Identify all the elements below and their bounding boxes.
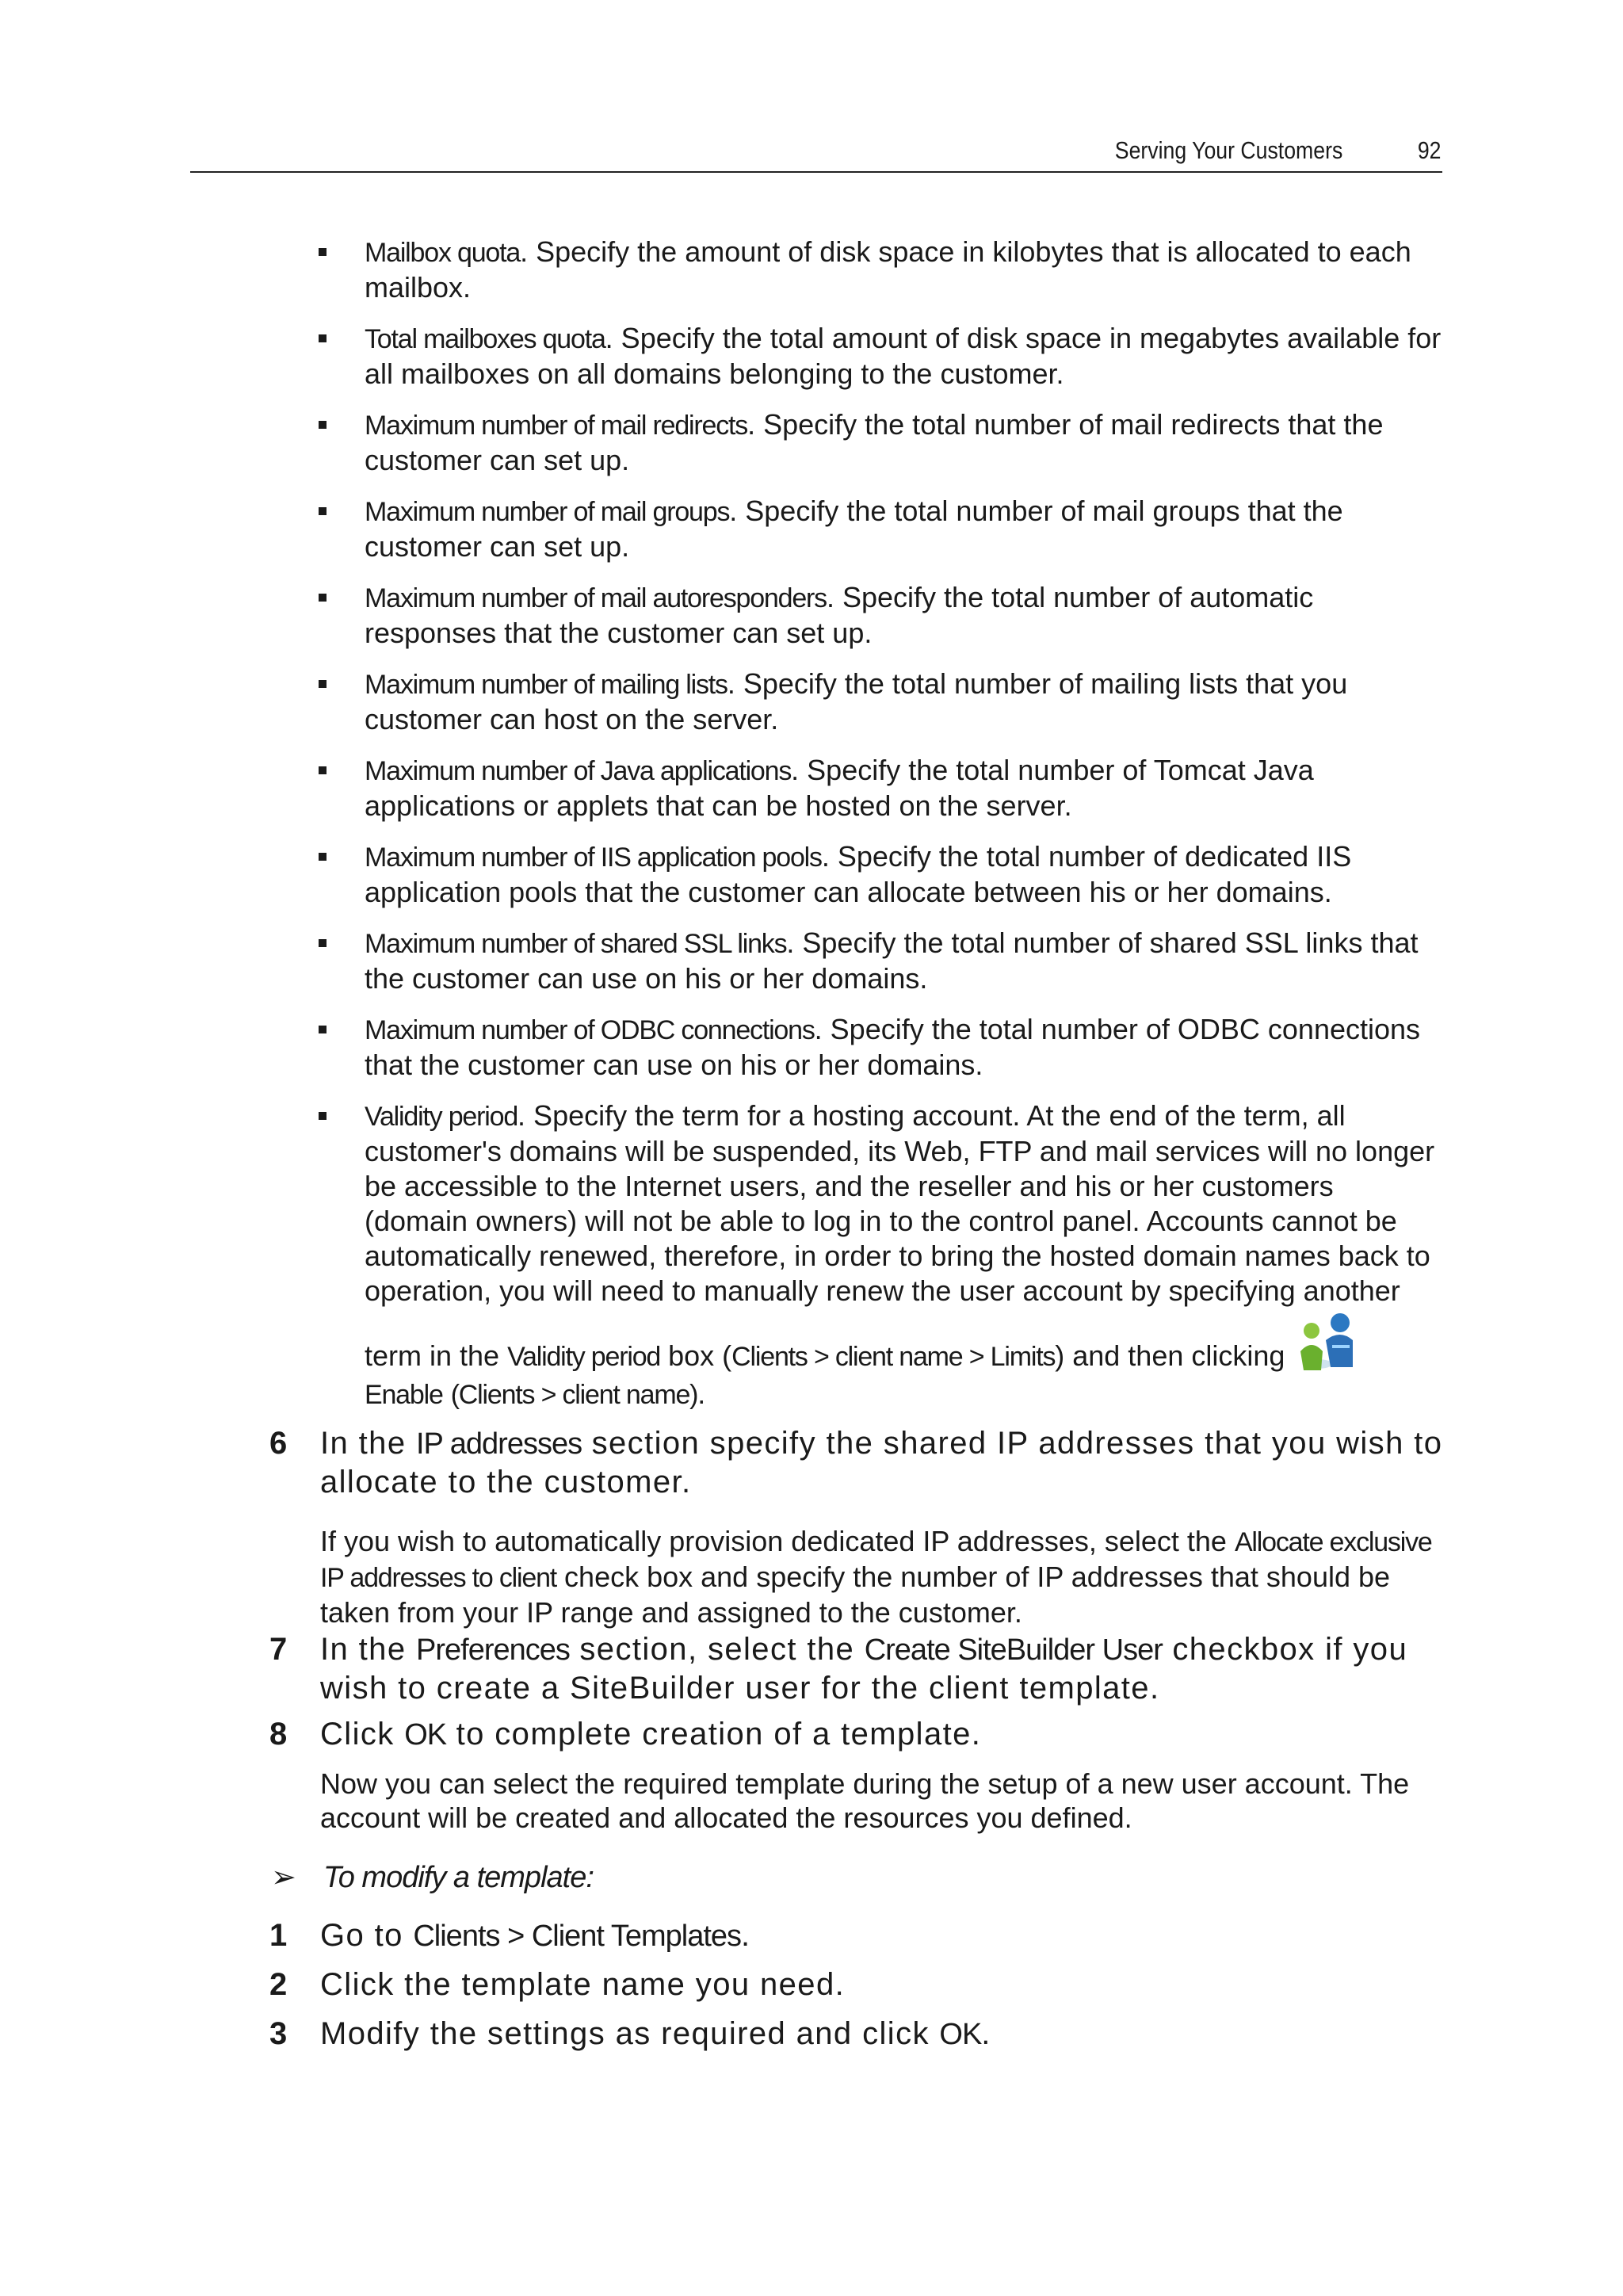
text-run: Go to — [320, 1918, 414, 1953]
text-run: . — [981, 2016, 991, 2051]
step-6 — [269, 1424, 1458, 1501]
item-text: . Specify the total number of mail redirects that the customer can set up. — [365, 408, 1384, 476]
text-run: If you wish to automatically provision dedicated IP addresses, select the — [320, 1525, 1235, 1557]
item-text: . — [697, 1377, 706, 1410]
step-number: 2 — [269, 1967, 288, 2002]
page-number: 92 — [1417, 136, 1441, 164]
text-run: checkbox if you wish to create a SiteBuilder user for the client template. — [320, 1632, 1408, 1706]
term: Maximum number of mail autoresponders — [365, 583, 827, 613]
term: Maximum number of shared SSL links — [365, 929, 787, 959]
running-head: Serving Your Customers — [1114, 136, 1342, 164]
term: Validity period — [365, 1102, 518, 1132]
term: Maximum number of mailing lists — [365, 670, 727, 700]
item-text: . Specify the total number of shared SSL links that the customer can use on his or her domains. — [365, 926, 1419, 995]
term: Total mailboxes quota — [365, 324, 605, 354]
text-run: check box and specify the number of IP addresses that should be taken from your IP range and assigned to the customer. — [320, 1561, 1391, 1629]
term: OK — [939, 2018, 982, 2051]
text-run: to complete creation of a template. — [446, 1717, 982, 1752]
list-item — [317, 926, 1442, 996]
term: Maximum number of mail redirects — [365, 411, 748, 441]
item-text: . Specify the total number of automatic responses that the customer can set up. — [365, 581, 1314, 649]
text-run: Click — [320, 1717, 405, 1752]
step-number: 1 — [269, 1918, 288, 1953]
term: Maximum number of Java applications — [365, 756, 792, 786]
term: OK — [404, 1718, 447, 1752]
list-item — [317, 235, 1442, 305]
list-item — [317, 494, 1442, 564]
item-text: . Specify the amount of disk space in kilobytes that is allocated to each mailbox. — [365, 235, 1411, 304]
term: Mailbox quota — [365, 238, 521, 268]
term: IP addresses — [416, 1427, 582, 1461]
step-text — [320, 1424, 1458, 1501]
item-text: . Specify the total number of mail groups that the customer can set up. — [365, 495, 1343, 563]
menu-path: Clients > Client Templates — [413, 1920, 742, 1953]
text-run: In the — [320, 1426, 416, 1461]
limits-list — [317, 235, 1442, 1428]
procedure-heading — [271, 1859, 594, 1895]
step-6-paragraph — [320, 1524, 1445, 1629]
procedure-title: To modify a template: — [323, 1861, 594, 1894]
step-8-paragraph: Now you can select the required template during the setup of a new user account. The account will be created and allocated the resources you defined. — [320, 1767, 1410, 1834]
arrow-bullet-icon: ➢ — [271, 1861, 296, 1894]
step-text — [320, 1630, 1458, 1707]
text-run: section specify the shared IP addresses that you wish to allocate to the customer. — [320, 1426, 1443, 1499]
enable-user-icon — [1294, 1308, 1362, 1377]
step-text — [320, 1715, 1458, 1754]
item-text: . Specify the total number of mailing lists that you customer can host on the server. — [365, 667, 1348, 735]
menu-path: Clients > client name > Limits — [731, 1342, 1056, 1372]
term: Maximum number of mail groups — [365, 497, 730, 527]
list-item-validity — [317, 1098, 1442, 1412]
text-run: section, select the — [569, 1632, 865, 1667]
text-run: . — [741, 1918, 751, 1953]
list-item — [317, 667, 1442, 737]
term: Validity period — [507, 1342, 661, 1372]
text-run: In the — [320, 1632, 416, 1667]
term: Maximum number of ODBC connections — [365, 1015, 815, 1045]
procedure-step-3 — [269, 2015, 1458, 2053]
step-text — [320, 1916, 1458, 1955]
procedure-step-1 — [269, 1916, 1458, 1955]
term: Allocate exclusive IP addresses to client — [320, 1527, 1432, 1593]
enable-label: Enable — [365, 1380, 443, 1410]
procedure-step-2 — [269, 1966, 1458, 2004]
menu-path: (Clients > client name) — [450, 1380, 698, 1410]
term: Maximum number of IIS application pools — [365, 842, 822, 873]
list-item — [317, 321, 1442, 392]
item-text: . Specify the total number of dedicated IIS application pools that the customer can allocate between his or her domains. — [365, 840, 1352, 908]
item-text: . Specify the total amount of disk space in megabytes available for all mailboxes on all domains belonging to the customer. — [365, 322, 1442, 390]
step-number: 8 — [269, 1717, 288, 1752]
list-item — [317, 839, 1442, 910]
step-8 — [269, 1715, 1458, 1754]
item-text: . Specify the total number of Tomcat Java applications or applets that can be hosted on the server. — [365, 754, 1314, 822]
step-text — [320, 1966, 1458, 2004]
step-number: 3 — [269, 2016, 288, 2051]
list-item — [317, 1012, 1442, 1083]
item-text: box ( — [660, 1339, 732, 1372]
step-7 — [269, 1630, 1458, 1707]
item-text: . Specify the total number of ODBC connections that the customer can use on his or her domains. — [365, 1013, 1421, 1081]
step-text — [320, 2015, 1458, 2053]
step-number: 6 — [269, 1426, 288, 1461]
item-text: ) and then clicking — [1055, 1339, 1285, 1372]
term: Preferences — [416, 1633, 570, 1667]
text-run: Click the template name you need. — [320, 1967, 846, 2002]
term: Create SiteBuilder User — [864, 1633, 1163, 1667]
step-number: 7 — [269, 1632, 288, 1667]
item-text: . Specify the term for a hosting account. At the end of the term, all customer's domains will be suspended, its Web, FTP and mail services will no longer be accessible to the Internet users, and the reseller and his or her customers (domain owners) will not be able to log in to the control panel. Accounts cannot be automatically renewed, therefore, in order to bring the hosted domain names back to operation, you will need to manually renew the user account by specifying another term in the — [365, 1099, 1435, 1372]
list-item — [317, 580, 1442, 651]
page-header — [190, 133, 1442, 173]
list-item — [317, 407, 1442, 478]
text-run: Modify the settings as required and click — [320, 2016, 940, 2051]
list-item — [317, 753, 1442, 823]
